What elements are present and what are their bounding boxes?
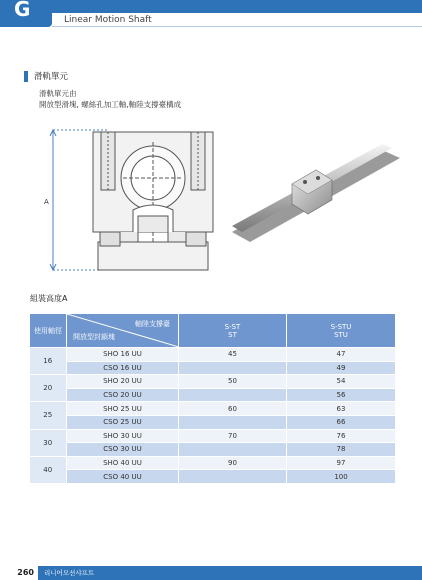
col-header-st: S-ST ST xyxy=(179,314,287,348)
st-height-cell xyxy=(179,415,287,429)
section-description-line1: 滑軌單元由 xyxy=(39,89,77,98)
section-marker xyxy=(24,71,28,82)
shaft-diameter-cell: 16 xyxy=(30,348,67,375)
page-footer xyxy=(0,566,422,580)
st-height-cell xyxy=(179,470,287,484)
table-header-row xyxy=(30,314,396,348)
table-row xyxy=(30,402,396,416)
header-divider xyxy=(52,26,422,27)
stu-height-cell: 66 xyxy=(287,415,396,429)
col-header-model-bottom: 開放型封鎖塊 xyxy=(73,333,115,341)
model-cell: CSO 40 UU xyxy=(67,470,179,484)
table-row xyxy=(30,443,396,457)
col-header-shaft: 使用軸徑 xyxy=(30,314,67,348)
product-photo xyxy=(232,140,402,250)
page-header xyxy=(0,0,422,27)
stu-height-cell: 76 xyxy=(287,429,396,443)
st-height-cell: 90 xyxy=(179,456,287,470)
shaft-diameter-cell: 40 xyxy=(30,456,67,483)
st-height-cell: 45 xyxy=(179,348,287,362)
col-header-stu: S-STU STU xyxy=(287,314,396,348)
section-description-line2: 開放型滑塊, 螺絲孔加工軸,軸陸支撐臺構成 xyxy=(39,100,182,109)
table-row xyxy=(30,361,396,375)
cross-section-drawing xyxy=(38,120,238,280)
footer-text: 리니어모션샤프트 xyxy=(44,569,95,577)
stu-height-cell: 78 xyxy=(287,443,396,457)
shaft-diameter-cell: 25 xyxy=(30,402,67,429)
model-cell: CSO 25 UU xyxy=(67,415,179,429)
st-height-cell: 60 xyxy=(179,402,287,416)
table-row xyxy=(30,348,396,362)
table-row xyxy=(30,415,396,429)
model-cell: CSO 16 UU xyxy=(67,361,179,375)
col-header-model-top: 軸陸支撐臺 xyxy=(135,320,170,328)
model-cell: CSO 30 UU xyxy=(67,443,179,457)
stu-height-cell: 47 xyxy=(287,348,396,362)
table-row xyxy=(30,456,396,470)
st-height-cell xyxy=(179,443,287,457)
section-title: 滑軌單元 xyxy=(34,72,69,82)
stu-height-cell: 63 xyxy=(287,402,396,416)
table-body xyxy=(30,348,396,484)
model-cell: SHO 30 UU xyxy=(67,429,179,443)
assembly-height-table xyxy=(29,313,396,484)
model-cell: CSO 20 UU xyxy=(67,388,179,402)
model-cell: SHO 20 UU xyxy=(67,375,179,389)
st-height-cell xyxy=(179,361,287,375)
table-row xyxy=(30,375,396,389)
shaft-diameter-cell: 20 xyxy=(30,375,67,402)
page-number: 260 xyxy=(0,566,38,580)
table-title: 組裝高度A xyxy=(30,294,68,303)
stu-height-cell: 56 xyxy=(287,388,396,402)
section-letter: G xyxy=(14,0,31,21)
header-bar xyxy=(0,0,422,13)
stu-height-cell: 97 xyxy=(287,456,396,470)
header-title: Linear Motion Shaft xyxy=(64,15,152,25)
dimension-label: A xyxy=(44,198,49,206)
table-row xyxy=(30,470,396,484)
table-row xyxy=(30,388,396,402)
model-cell: SHO 16 UU xyxy=(67,348,179,362)
col-header-model xyxy=(67,314,179,348)
model-cell: SHO 40 UU xyxy=(67,456,179,470)
st-height-cell: 70 xyxy=(179,429,287,443)
shaft-diameter-cell: 30 xyxy=(30,429,67,456)
table-row xyxy=(30,429,396,443)
model-cell: SHO 25 UU xyxy=(67,402,179,416)
section-tab xyxy=(0,0,52,27)
stu-height-cell: 54 xyxy=(287,375,396,389)
st-height-cell: 50 xyxy=(179,375,287,389)
stu-height-cell: 49 xyxy=(287,361,396,375)
stu-height-cell: 100 xyxy=(287,470,396,484)
st-height-cell xyxy=(179,388,287,402)
